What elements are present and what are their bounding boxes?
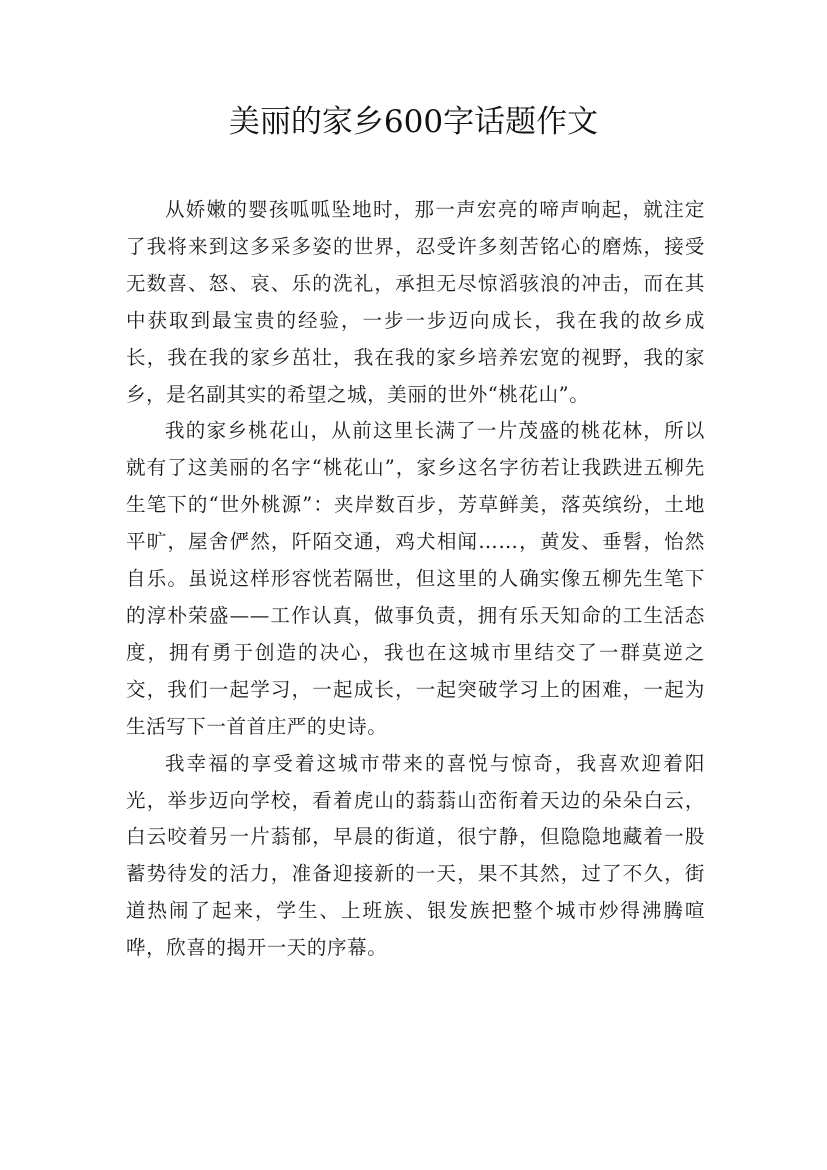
essay-paragraph-1: 从娇嫩的婴孩呱呱坠地时，那一声宏亮的啼声响起，就注定了我将来到这多采多姿的世界，忍受许多刻苦铭心的磨炼，接受无数喜、怒、哀、乐的洗礼，承担无尽惊滔骇浪的冲击，而在其中获取到最宝贵的经验，一步一步迈向成长，我在我的故乡成长，我在我的家乡茁壮，我在我的家乡培养宏宽的视野，我的家乡，是名副其实的希望之城，美丽的世外“桃花山”。 xyxy=(126,198,705,406)
essay-body xyxy=(126,192,705,967)
document-title: 美丽的家乡600字话题作文 xyxy=(228,104,599,140)
essay-paragraph-2: 我的家乡桃花山，从前这里长满了一片茂盛的桃花林，所以就有了这美丽的名字“桃花山”，家乡这名字彷若让我跌进五柳先生笔下的“世外桃源”：夹岸数百步，芳草鲜美，落英缤纷，土地平旷，屋舍俨然，阡陌交通，鸡犬相闻……，黄发、垂髫，怡然自乐。虽说这样形容恍若隔世，但这里的人确实像五柳先生笔下的淳朴荣盛——工作认真，做事负责，拥有乐天知命的工生活态度，拥有勇于创造的决心，我也在这城市里结交了一群莫逆之交，我们一起学习，一起成长，一起突破学习上的困难，一起为生活写下一首首庄严的史诗。 xyxy=(126,419,705,738)
essay-paragraph-3: 我幸福的享受着这城市带来的喜悦与惊奇，我喜欢迎着阳光，举步迈向学校，看着虎山的蓊蓊山峦衔着天边的朵朵白云，白云咬着另一片蓊郁，早晨的街道，很宁静，但隐隐地藏着一股蓄势待发的活力，准备迎接新的一天，果不其然，过了不久，街道热闹了起来，学生、上班族、银发族把整个城市炒得沸腾喧哗，欣喜的揭开一天的序幕。 xyxy=(126,751,705,960)
